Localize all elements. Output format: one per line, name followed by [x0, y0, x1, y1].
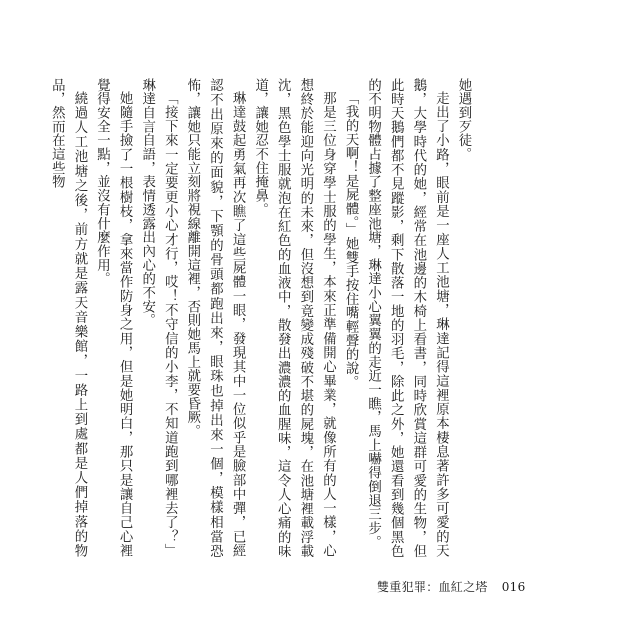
- paragraph: 走出了小路，眼前是一座人工池塘，琳達記得這裡原本棲息著許多可愛的天鵝，大學時代的她，經常在池邊的木椅上看書，同時欣賞這群可愛的生物，但此時天鵝們都不見蹤影，剩下散落一地的羽毛，除此之外，她還看到幾個黑色的不明物體占據了整座池塘，琳達小心翼翼的走近一瞧，馬上嚇得倒退三步。: [365, 78, 449, 558]
- paragraph: 那是三位身穿學士服的學生，本來正準備開心畢業，就像所有的人一樣，心想終於能迎向光明的未來，但沒想到竟變成殘破不堪的屍塊，在池塘裡載浮載沈，黑色學士服就泡在紅色的血液中，散發出濃濃的血腥味，這令人心痛的味道，讓她忍不住掩鼻。: [252, 78, 336, 558]
- running-title: 雙重犯罪：血紅之塔: [377, 580, 488, 594]
- paragraph: 繞過人工池塘之後，前方就是露天音樂館，一路上到處都是人們掉落的物品，然而在這些物: [49, 78, 87, 558]
- paragraph: 琳達鼓起勇氣再次瞧了這些屍體一眼，發現其中一位似乎是臉部中彈，已經認不出原來的面貌，下顎的骨頭都跑出來，眼珠也掉出來一個，模樣相當恐怖，讓她只能立刻將視線離開這裡，否則她馬上就要昏厥。: [184, 78, 246, 558]
- paragraph: 她遇到歹徒。: [456, 78, 471, 162]
- paragraph: 「接下來一定要更小心才行，哎！不守信的小李，不知道跑到哪裡去了？」琳達自言自語，表情透露出內心的不安。: [139, 78, 178, 558]
- paragraph: 她隨手撿了一根樹枝，拿來當作防身之用，但是她明白，那只是讓自己心裡覺得安全一點，並沒有什麼作用。: [94, 78, 133, 558]
- page-footer: [377, 578, 526, 595]
- body-text: [49, 78, 474, 558]
- paragraph: 「我的天啊！是屍體。」她雙手按住嘴輕聲的說。: [343, 91, 359, 390]
- page-number: 016: [501, 580, 526, 594]
